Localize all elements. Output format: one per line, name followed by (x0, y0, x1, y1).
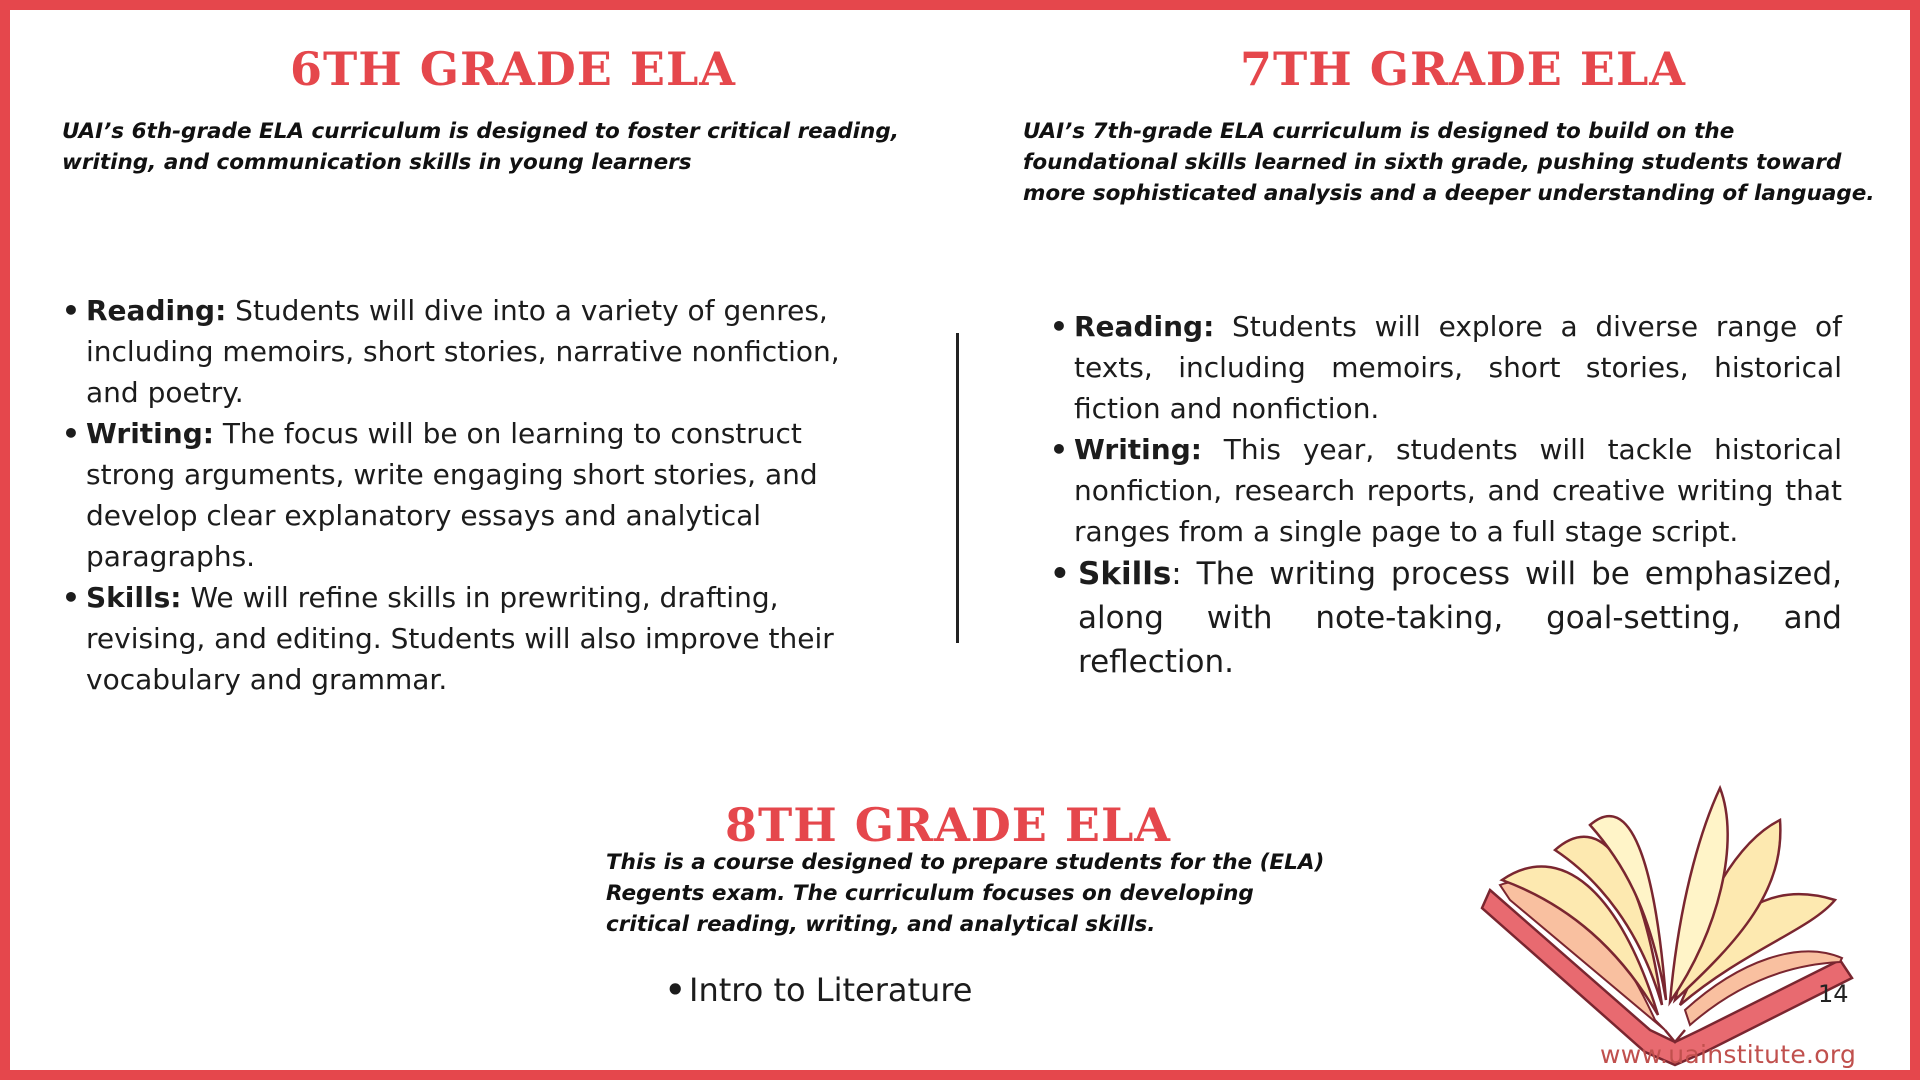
page-number: 14 (1818, 980, 1849, 1008)
term-label: Writing: (86, 417, 214, 450)
website-link[interactable]: www.uainstitute.org (1600, 1040, 1857, 1069)
grade6-item-reading (62, 290, 882, 413)
grade6-intro: UAI’s 6th-grade ELA curriculum is designed to foster critical reading, writing, and communication skills in young learners (62, 119, 899, 175)
item-text: Students will dive into a variety of genres, including memoirs, short stories, narrative nonfiction, and poetry. (86, 294, 840, 409)
term-label: Writing: (1074, 433, 1202, 466)
open-book-icon (1480, 780, 1860, 1070)
grade7-list (1050, 306, 1842, 684)
grade7-item-skills (1050, 552, 1842, 684)
term-label: Skills (1078, 556, 1172, 592)
item-text: This year, students will tackle historical nonfiction, research reports, and creative writing that ranges from a single page to a full stage script. (1074, 433, 1842, 548)
grade8-list (665, 968, 1165, 1012)
item-text: Students will explore a diverse range of texts, including memoirs, short stories, historical fiction and nonfiction. (1074, 310, 1842, 425)
column-divider (956, 333, 959, 643)
grade6-title: 6TH GRADE ELA (290, 42, 736, 96)
item-text: We will refine skills in prewriting, drafting, revising, and editing. Students will also improve their vocabulary and grammar. (86, 581, 834, 696)
grade8-title: 8TH GRADE ELA (725, 798, 1171, 852)
term-label: Skills: (86, 581, 182, 614)
item-text: : The writing process will be emphasized, along with note-taking, goal-setting, and reflection. (1078, 556, 1842, 680)
grade6-item-writing (62, 413, 882, 577)
grade8-intro: This is a course designed to prepare students for the (ELA) Regents exam. The curriculum focuses on developing critical reading, writing, and analytical skills. (606, 850, 1325, 937)
term-label: Reading: (86, 294, 227, 327)
item-text: The focus will be on learning to construct strong arguments, write engaging short stories, and develop clear explanatory essays and analytical paragraphs. (86, 417, 818, 573)
grade6-item-skills (62, 577, 882, 700)
grade6-list (62, 290, 882, 700)
grade8-item-intro-literature (665, 968, 1165, 1012)
grade7-item-reading (1050, 306, 1842, 429)
term-label: Reading: (1074, 310, 1215, 343)
grade7-title: 7TH GRADE ELA (1240, 42, 1686, 96)
grade7-item-writing (1050, 429, 1842, 552)
grade7-intro: UAI’s 7th-grade ELA curriculum is designed to build on the foundational skills learned in sixth grade, pushing students toward more sophisticated analysis and a deeper understanding of language. (1023, 119, 1875, 206)
item-text: Intro to Literature (689, 971, 973, 1009)
